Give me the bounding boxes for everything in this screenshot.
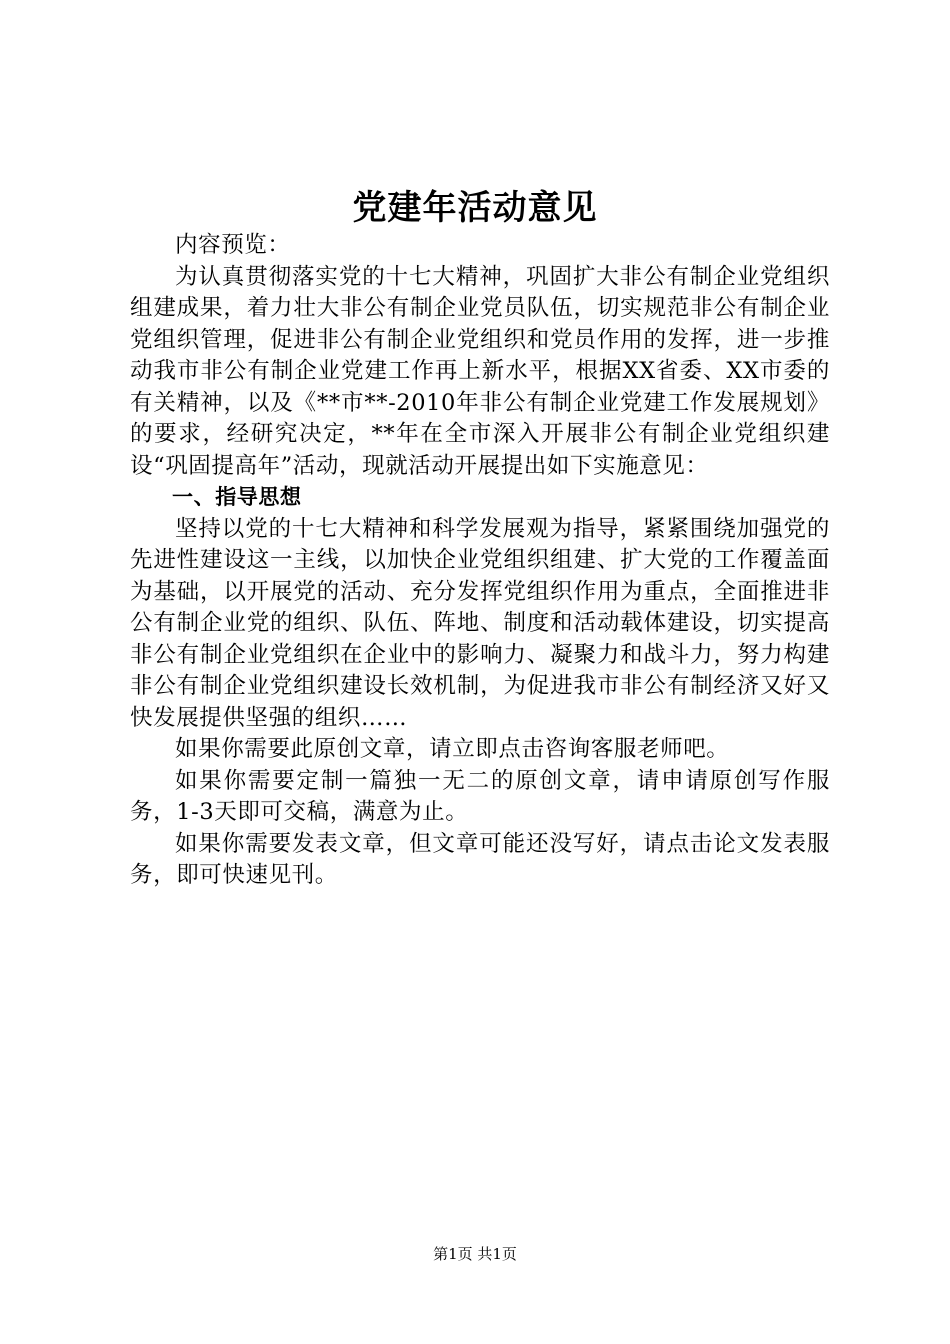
page-footer xyxy=(0,1244,950,1264)
section-heading-guiding-thought: 一、指导思想 xyxy=(172,485,302,509)
page-number-indicator: 第1页 共1页 xyxy=(433,1245,517,1263)
preview-label: 内容预览： xyxy=(175,232,291,258)
notice-consult-service: 如果你需要此原创文章，请立即点击咨询客服老师吧。 xyxy=(175,736,730,762)
notice-publishing-service: 如果你需要发表文章，但文章可能还没写好，请点击论文发表服务，即可快速见刊。 xyxy=(130,830,830,888)
intro-paragraph: 为认真贯彻落实党的十七大精神，巩固扩大非公有制企业党组织组建成果，着力壮大非公有制企业党员队伍，切实规范非公有制企业党组织管理，促进非公有制企业党组织和党员作用的发挥，进一步推动我市非公有制企业党建工作再上新水平，根据XX省委、XX市委的有关精神，以及《**市**-2010年非公有制企业党建工作发展规划》的要求，经研究决定，**年在全市深入开展非公有制企业党组织建设“巩固提高年”活动，现就活动开展提出如下实施意见： xyxy=(130,263,830,479)
notice-custom-writing: 如果你需要定制一篇独一无二的原创文章，请申请原创写作服务，1-3天即可交稿，满意为止。 xyxy=(130,767,830,825)
document-body xyxy=(130,230,830,892)
document-title: 党建年活动意见 xyxy=(352,188,598,228)
guiding-thought-paragraph: 坚持以党的十七大精神和科学发展观为指导，紧紧围绕加强党的先进性建设这一主线，以加快企业党组织组建、扩大党的工作覆盖面为基础，以开展党的活动、充分发挥党组织作用为重点，全面推进非公有制企业党的组织、队伍、阵地、制度和活动载体建设，切实提高非公有制企业党组织在企业中的影响力、凝聚力和战斗力，努力构建非公有制企业党组织建设长效机制，为促进我市非公有制经济又好又快发展提供坚强的组织…… xyxy=(130,515,830,731)
